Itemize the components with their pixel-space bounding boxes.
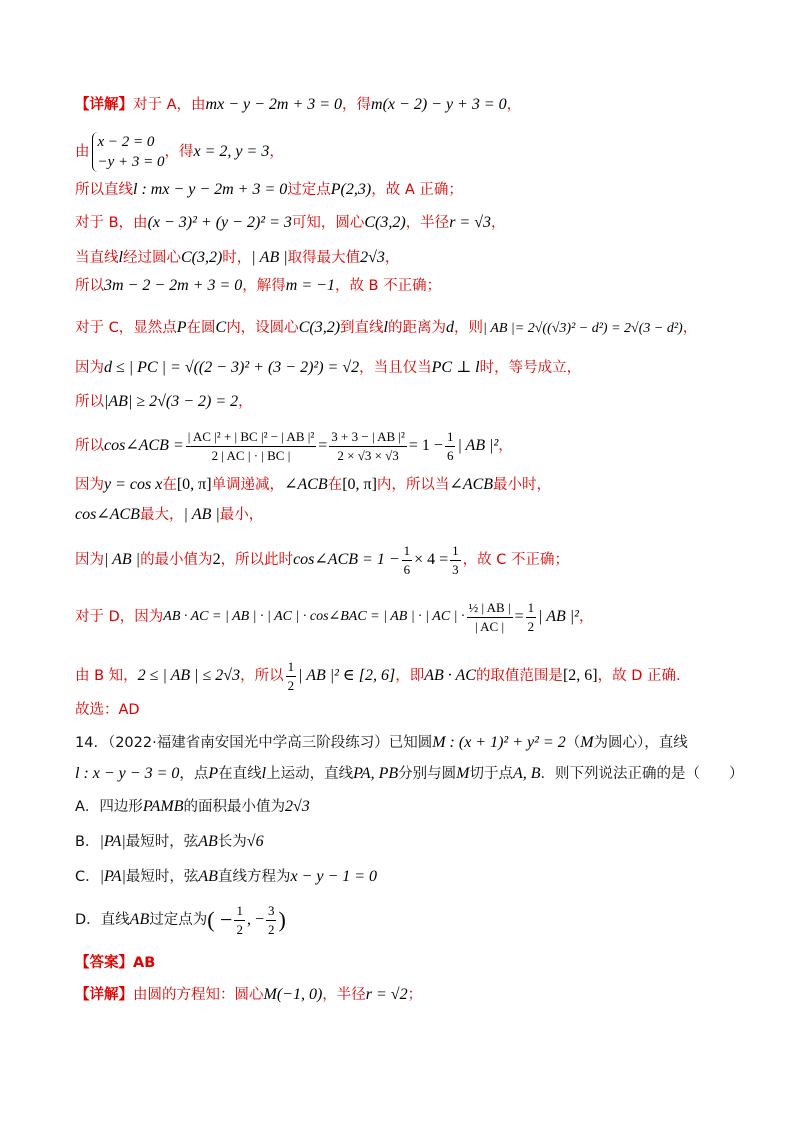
text: 14．（2022·福建省南安国光中学高三阶段练习）已知圆 <box>75 735 433 751</box>
equation: = <box>514 608 524 625</box>
fraction <box>450 542 461 579</box>
equation: l : mx − y − 2m + 3 = 0 <box>133 181 288 198</box>
text: ，故 B 不正确； <box>334 278 442 294</box>
text: 经过圆心 <box>122 250 181 266</box>
numerator: 1 <box>526 599 537 618</box>
s13-line-2 <box>75 130 284 174</box>
fraction <box>234 902 245 939</box>
equation: r = √3 <box>449 214 491 231</box>
s13-line-9 <box>75 392 253 412</box>
text: A．四边形 <box>75 799 143 815</box>
q14-line-1 <box>75 733 688 753</box>
denominator: 3 <box>452 561 459 577</box>
numerator: 1 <box>234 902 245 921</box>
s13-line-11 <box>75 475 551 495</box>
numerator: 3 + 3 − | AB |² <box>329 428 407 447</box>
text: 最小， <box>219 507 264 523</box>
text: ， <box>506 97 522 113</box>
text: 最短时，弦 <box>125 869 199 885</box>
equation: P <box>176 319 187 336</box>
text: 对于 B，由 <box>75 215 148 231</box>
numerator: 1 <box>402 542 413 561</box>
equation: [2, 6] <box>562 667 598 684</box>
equation: | AB |² <box>538 608 579 625</box>
equation: AB <box>129 911 150 928</box>
detail-label: 【详解】 <box>75 97 133 113</box>
numerator: 3 <box>266 902 277 921</box>
text: 由圆的方程知：圆心 <box>133 987 264 1003</box>
equation: l : x − y − 3 = 0 <box>75 765 180 782</box>
text: ，半径 <box>405 215 450 231</box>
denominator: 2 <box>527 618 535 634</box>
text: ，则 <box>453 320 483 336</box>
s13-line-5 <box>75 248 399 268</box>
detail-label: 【详解】 <box>75 987 133 1003</box>
equation: −y + 3 = 0 <box>97 154 165 170</box>
text: ，半径 <box>322 987 366 1003</box>
equation: PC ⊥ l <box>431 359 480 376</box>
equation: l <box>383 319 388 336</box>
equation: | AB |² ∈ [2, 6] <box>298 667 396 684</box>
equation: PAMB <box>142 798 184 815</box>
equation: √6 <box>246 833 264 850</box>
s13-line-10 <box>75 424 513 468</box>
equation: C(3,2) <box>180 249 223 266</box>
fraction <box>266 902 277 939</box>
numerator: | AC |² + | BC |² − | AB |² <box>186 428 317 447</box>
equation: 2 ≤ | AB | ≤ 2√3 <box>137 667 241 684</box>
text: 因为 <box>75 360 104 376</box>
numerator: ½ | AB | <box>467 599 513 618</box>
s13-line-15 <box>75 656 681 696</box>
s13-answer: 故选：AD <box>75 702 140 718</box>
text: 过定点为 <box>149 912 208 928</box>
equation: M <box>580 734 594 751</box>
text: 上运动，直线 <box>266 766 354 782</box>
equation: | AB |² <box>457 437 499 454</box>
denominator: 2 | AC | · | BC | <box>211 447 291 463</box>
fraction <box>329 428 407 465</box>
text: 分别与圆 <box>398 766 457 782</box>
text: 可知，圆心 <box>291 215 365 231</box>
equation: ∠ACB <box>449 476 494 493</box>
equation: C(3,2) <box>298 319 341 336</box>
denominator: 2 <box>287 677 295 693</box>
equation: [0, π] <box>342 476 377 493</box>
text: 对于 D，因为 <box>75 609 164 625</box>
equation: AB <box>198 833 218 850</box>
equation: cos∠ACB = 1 − <box>293 551 400 568</box>
numerator: 1 <box>445 428 456 447</box>
text: ，解得 <box>242 278 286 294</box>
fraction <box>402 542 413 579</box>
text: C． <box>75 869 100 885</box>
text: ，故 A 正确； <box>371 182 463 198</box>
equation: m(x − 2) − y + 3 = 0 <box>371 96 507 113</box>
s13-line-3 <box>75 180 463 200</box>
text: ，所以 <box>240 668 284 684</box>
text: ， <box>384 250 400 266</box>
equation: y = cos x <box>104 476 163 493</box>
text: 由 B 知， <box>75 668 138 684</box>
equation: M <box>456 765 470 782</box>
text: 所以 <box>75 394 104 410</box>
equation: l <box>118 249 123 266</box>
text: 所以 <box>75 278 104 294</box>
denominator: 6 <box>403 561 411 577</box>
fraction <box>526 599 537 636</box>
text: 对于 C，显然点 <box>75 320 177 336</box>
text: 所以直线 <box>75 182 133 198</box>
equation: | AB | <box>104 551 141 568</box>
equation: | AB | <box>183 506 220 523</box>
equation: AB <box>198 868 218 885</box>
equation: d ≤ | PC | = √((2 − 3)² + (3 − 2)²) = √2 <box>104 359 360 376</box>
q14-answer-label: 【答案】AB <box>75 955 156 971</box>
fraction <box>186 428 317 465</box>
numerator: 1 <box>286 658 297 677</box>
s13-line-8 <box>75 358 581 378</box>
text: 在圆 <box>186 320 216 336</box>
q14-option-a <box>75 797 310 817</box>
equation: m = −1 <box>285 277 335 294</box>
equation: x − y − 1 = 0 <box>290 868 378 885</box>
fraction <box>286 658 297 695</box>
text: 的距离为 <box>387 320 446 336</box>
text: ， <box>238 394 253 410</box>
equation: | AB | <box>251 249 288 266</box>
fraction <box>467 599 513 636</box>
equation: |PA| <box>99 868 126 885</box>
text: 的最小值为 <box>140 552 213 568</box>
text: ， <box>491 215 506 231</box>
equation: M : (x + 1)² + y² = 2 <box>432 734 566 751</box>
equation: l <box>261 765 267 782</box>
text: 最大， <box>139 507 184 523</box>
equation: d <box>445 319 454 336</box>
text: ，当且仅当 <box>359 360 432 376</box>
s13-line-6 <box>75 276 441 296</box>
text: ，故 D 正确. <box>597 668 681 684</box>
text: 因为 <box>75 552 104 568</box>
s13-line-13 <box>75 540 569 580</box>
s13-line-7 <box>75 318 697 339</box>
equation: |PA| <box>99 833 126 850</box>
text: ； <box>407 987 423 1003</box>
equation: P(2,3) <box>330 181 372 198</box>
text: D．直线 <box>75 912 130 928</box>
equation-system <box>92 132 165 172</box>
equation: C <box>215 319 227 336</box>
text: B． <box>75 834 100 850</box>
q14-detail-line-1 <box>75 985 422 1005</box>
equation: cos∠ACB = <box>104 437 184 454</box>
text: （ <box>565 735 581 751</box>
text: 在直线 <box>218 766 262 782</box>
equation: M(−1, 0) <box>263 986 323 1003</box>
text: 当直线 <box>75 250 119 266</box>
q14-option-d <box>75 898 286 942</box>
equation: r = √2 <box>365 986 408 1003</box>
equation: x = 2, y = 3 <box>193 143 270 160</box>
s13-line-1 <box>75 95 521 115</box>
equation: ) <box>278 907 286 932</box>
text: 对于 A，由 <box>133 97 206 113</box>
equation: = 1 − <box>408 437 443 454</box>
equation: |AB| ≥ 2√(3 − 2) = 2 <box>104 393 239 410</box>
text: ，即 <box>395 668 425 684</box>
equation: A, B <box>512 765 541 782</box>
equation: (x − 3)² + (y − 2)² = 3 <box>147 214 292 231</box>
text: 由 <box>75 144 90 160</box>
text: ， <box>578 609 594 625</box>
equation: × 4 = <box>414 551 449 568</box>
text: ．则下列说法正确的是（ ） <box>540 766 744 782</box>
numerator: 1 <box>450 542 461 561</box>
text: 内，所以当 <box>376 477 450 493</box>
s13-line-12 <box>75 505 263 525</box>
equation: ( − <box>207 907 233 932</box>
text: ，所以此时 <box>220 552 294 568</box>
text: ，点 <box>179 766 209 782</box>
denominator: 6 <box>446 447 454 463</box>
text: 时，等号成立， <box>479 360 582 376</box>
q14-option-b <box>75 832 264 852</box>
text: 在 <box>162 477 177 493</box>
equation: 3m − 2 − 2m + 3 = 0 <box>104 277 243 294</box>
text: ， <box>498 438 513 454</box>
equation: ∠ACB <box>284 476 328 493</box>
equation: PA, PB <box>353 765 399 782</box>
text: 所以 <box>75 438 104 454</box>
equation: | AB |= 2√((√3)² − d²) = 2√(3 − d²) <box>482 321 683 336</box>
text: 到直线 <box>340 320 384 336</box>
text: 时， <box>222 250 252 266</box>
text: ， <box>682 320 698 336</box>
equation: mx − y − 2m + 3 = 0 <box>205 96 343 113</box>
equation: x − 2 = 0 <box>97 134 155 150</box>
text: 切于点 <box>469 766 513 782</box>
text: 长为 <box>217 834 247 850</box>
q14-line-2 <box>75 764 744 784</box>
s13-line-14 <box>75 592 593 642</box>
equation: C(3,2) <box>364 214 406 231</box>
equation: AB · AC <box>424 667 476 684</box>
equation: cos∠ACB <box>75 506 140 523</box>
text: 过定点 <box>287 182 331 198</box>
denominator: 2 <box>236 921 243 937</box>
denominator: 2 × √3 × √3 <box>337 447 399 463</box>
equation: 2 <box>212 551 221 568</box>
text: 因为 <box>75 477 104 493</box>
text: ， <box>269 144 284 160</box>
equation: P <box>208 765 219 782</box>
text: ，得 <box>164 144 194 160</box>
text: 的面积最小值为 <box>183 799 286 815</box>
q14-option-c <box>75 867 377 887</box>
s13-line-4 <box>75 213 506 233</box>
text: 最短时，弦 <box>125 834 199 850</box>
equation: [0, π] <box>176 476 212 493</box>
denominator: 2 <box>267 921 275 937</box>
equation: 2√3 <box>285 798 310 815</box>
text: 的取值范围是 <box>475 668 563 684</box>
text: 为圆心），直线 <box>593 735 688 751</box>
text: 在 <box>327 477 343 493</box>
denominator: | AC | <box>475 618 505 634</box>
text: ，故 C 不正确； <box>462 552 569 568</box>
equation: = <box>318 437 328 454</box>
equation: 2√3 <box>360 249 385 266</box>
fraction <box>445 428 456 465</box>
text: ，得 <box>342 97 372 113</box>
equation: AB · AC = | AB | · | AC | · cos∠BAC = | AB | · | AC | · <box>163 609 465 624</box>
text: 单调递减， <box>211 477 285 493</box>
text: 直线方程为 <box>217 869 291 885</box>
text: 内，设圆心 <box>226 320 299 336</box>
text: 取得最大值 <box>287 250 361 266</box>
equation: , − <box>246 911 264 928</box>
text: 最小时， <box>493 477 552 493</box>
